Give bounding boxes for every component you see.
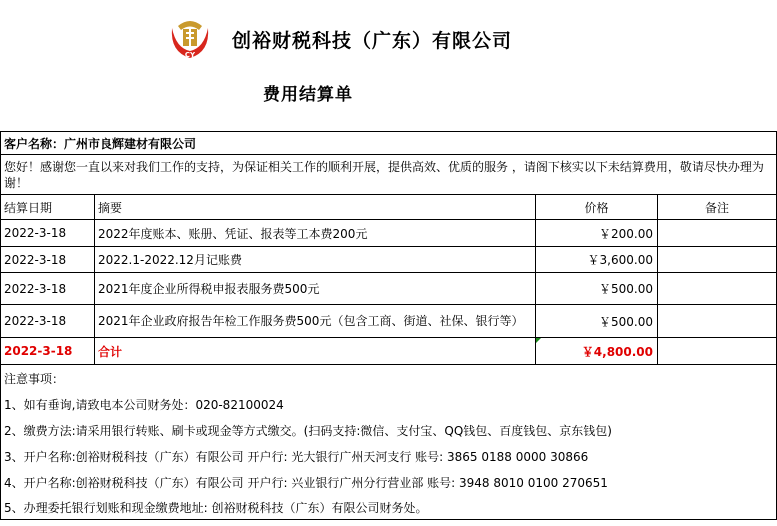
note-text: 1、如有垂询,请致电本公司财务处：020-82100024 [1,391,777,417]
row-price: ￥500.00 [536,305,658,338]
row-remark [658,247,777,273]
note-text: 3、开户名称:创裕财税科技（广东）有限公司 开户行: 光大银行广州天河支行 账号: 3865 0188 0000 30866 [1,443,777,469]
row-date: 2022-3-18 [1,305,95,338]
row-remark [658,305,777,338]
row-remark [658,273,777,305]
col-header-summary: 摘要 [95,195,536,220]
note-text: 2、缴费方法:请采用银行转账、刷卡或现金等方式缴交。(扫码支持:微信、支付宝、QQ钱包、百度钱包、京东钱包) [1,417,777,443]
row-price: ￥500.00 [536,273,658,305]
notes-heading-row [1,365,777,392]
row-summary: 2021年度企业所得税申报表服务费500元 [95,273,536,305]
row-remark [658,220,777,247]
note-item [1,495,777,520]
row-price: ￥200.00 [536,220,658,247]
col-header-date: 结算日期 [1,195,95,220]
logo-monogram: CY [184,51,196,59]
col-header-remark: 备注 [658,195,777,220]
company-logo-icon [166,18,214,62]
document-header [0,0,777,131]
customer-row [1,132,777,155]
note-item [1,443,777,469]
table-row [1,220,777,247]
total-date: 2022-3-18 [1,338,95,365]
note-text: 5、办理委托银行划账和现金缴费地址: 创裕财税科技（广东）有限公司财务处。 [1,495,777,520]
greeting-text: 您好！感谢您一直以来对我们工作的支持，为保证相关工作的顺利开展，提供高效、优质的服务 ，请阁下核实以下未结算费用，敬请尽快办理为谢！ [1,155,777,195]
total-remark [658,338,777,365]
table-row [1,247,777,273]
customer-name: 广州市良辉建材有限公司 [64,136,197,151]
settlement-table [0,131,777,520]
total-price: ￥4,800.00 [536,338,658,365]
greeting-row [1,155,777,195]
row-summary: 2022年度账本、账册、凭证、报表等工本费200元 [95,220,536,247]
total-row [1,338,777,365]
total-label: 合计 [95,338,536,365]
table-row [1,273,777,305]
company-name: 创裕财税科技（广东）有限公司 [232,30,513,52]
row-summary: 2022.1-2022.12月记账费 [95,247,536,273]
note-item [1,391,777,417]
row-date: 2022-3-18 [1,220,95,247]
row-price: ￥3,600.00 [536,247,658,273]
col-header-price: 价格 [536,195,658,220]
row-summary: 2021年企业政府报告年检工作服务费500元（包含工商、街道、社保、银行等） [95,305,536,338]
note-item [1,417,777,443]
customer-label: 客户名称： [4,136,65,151]
document-title: 费用结算单 [263,85,353,105]
note-item [1,469,777,495]
row-date: 2022-3-18 [1,247,95,273]
notes-heading: 注意事项： [1,365,777,392]
note-text: 4、开户名称:创裕财税科技（广东）有限公司 开户行: 兴业银行广州分行营业部 账号: 3948 8010 0100 270651 [1,469,777,495]
table-row [1,305,777,338]
column-header-row [1,195,777,220]
row-date: 2022-3-18 [1,273,95,305]
